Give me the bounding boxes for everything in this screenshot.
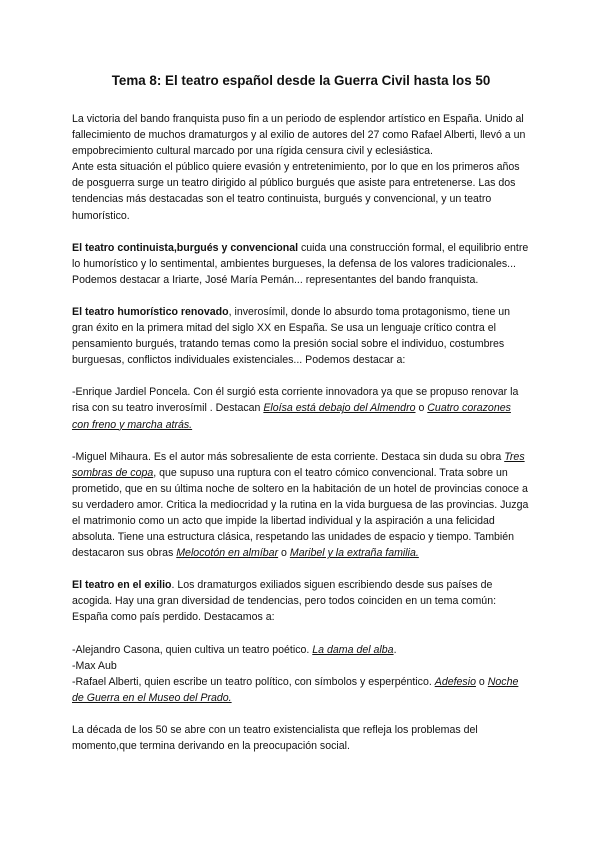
casona-end: .	[393, 643, 397, 656]
work-title-link[interactable]: Melocotón en almíbar	[176, 547, 279, 560]
mihaura-paragraph	[72, 449, 530, 562]
document-title: Tema 8: El teatro español desde la Guerra Civil hasta los 50	[111, 73, 491, 88]
work-title-link[interactable]: Maribel y la extraña familia.	[289, 547, 419, 560]
cincuenta-paragraph: La década de los 50 se abre con un teatro existencialista que refleja los problemas del momento,que termina derivando en la preocupación social.	[72, 723, 478, 752]
separator-text: o	[475, 675, 488, 688]
casona-text: -Alejandro Casona, quien cultiva un teatro poético.	[72, 643, 313, 656]
separator-text: o	[278, 547, 290, 560]
intro-paragraph-2: Ante esta situación el público quiere evasión y entretenimiento, por lo que en los primeros años de posguerra surge un teatro dirigido al público burgués que asiste para entretenerse. Las dos tendencias más destacadas son el teatro continuista, burgués y convencional, y un teatro humorístico.	[72, 161, 520, 222]
paragraph-gap	[72, 561, 530, 577]
exilio-paragraph	[72, 577, 530, 625]
intro-paragraph-1: La victoria del bando franquista puso fin a un periodo de esplendor artístico en España. Unido al fallecimiento de muchos dramaturgos y al exilio de autores del 27 como Rafael Alberti, llevó a un empobrecimiento cultural marcado por una rígida censura civil y eclesiástica.	[72, 113, 526, 158]
document-body	[72, 72, 530, 754]
work-title-link[interactable]: Cuatro corazones con freno y marcha atrás.	[72, 402, 511, 431]
jardiel-text: -Enrique Jardiel Poncela. Con él surgió esta corriente innovadora ya que se propuso renovar la risa con su teatro inverosímil . Destacan	[72, 386, 519, 415]
work-title-link[interactable]: Eloísa está debajo del Almendro	[263, 402, 416, 415]
work-title-link[interactable]: La dama del alba	[312, 643, 394, 656]
humoristico-text: , inverosímil, donde lo absurdo toma protagonismo, tiene un gran éxito en la primera mitad del siglo XX en España. Se usa un lenguaje crítico contra el pensamiento burgués, tratando temas como la presión social sobre el individuo, costumbres burguesas, conflictos individuales existenciales... Podemos destacar a:	[72, 305, 511, 367]
paragraph-gap	[72, 626, 530, 642]
paragraph-gap	[72, 288, 530, 304]
continuista-heading: El teatro continuista,burgués y convencional	[72, 241, 299, 254]
paragraph-gap	[72, 433, 530, 449]
exilio-heading: El teatro en el exilio	[72, 579, 172, 592]
work-title-link[interactable]: Adefesio	[434, 675, 476, 688]
casona-line	[72, 642, 530, 658]
humoristico-heading: El teatro humorístico renovado	[72, 305, 229, 318]
continuista-paragraph	[72, 240, 530, 288]
continuista-text: cuida una construcción formal, el equilibrio entre lo humorístico y lo sentimental, ambientes burgueses, la defensa de los valores tradicionales... Podemos destacar a Iriarte, José María Pemán... representantes del bando franquista.	[72, 241, 529, 286]
alberti-line	[72, 674, 530, 706]
jardiel-paragraph	[72, 384, 530, 432]
paragraph-gap	[72, 224, 530, 240]
paragraph-gap	[72, 368, 530, 384]
paragraph-gap	[72, 706, 530, 722]
separator-text: o	[415, 402, 428, 415]
work-title-link[interactable]: Tres sombras de copa	[72, 450, 525, 479]
mihaura-text: -Miguel Mihaura. Es el autor más sobresaliente de esta corriente. Destaca sin duda su obra	[72, 450, 505, 463]
mihaura-text: , que supuso una ruptura con el teatro cómico convencional. Trata sobre un prometido, que en su última noche de soltero en la habitación de un hotel de provincias conoce a su verdadero amor. Critica la mediocridad y la rutina en la vida burguesa de las provincias. Juzga el matrimonio como un acto que impide la libertad individual y la aspiración a una felicidad absoluta. Tiene una estructura clásica, respetando las unidades de espacio y tiempo. También destacaron sus obras	[72, 466, 529, 560]
humoristico-paragraph	[72, 304, 530, 368]
alberti-text: -Rafael Alberti, quien escribe un teatro político, con símbolos y esperpéntico.	[72, 675, 435, 688]
work-title-link[interactable]: Noche de Guerra en el Museo del Prado.	[72, 675, 519, 704]
aub-line: -Max Aub	[72, 659, 117, 672]
exilio-text: . Los dramaturgos exiliados siguen escribiendo desde sus países de acogida. Hay una gran diversidad de tendencias, pero todos coinciden en un tema común: España como país perdido. Destacamos a:	[72, 579, 497, 624]
